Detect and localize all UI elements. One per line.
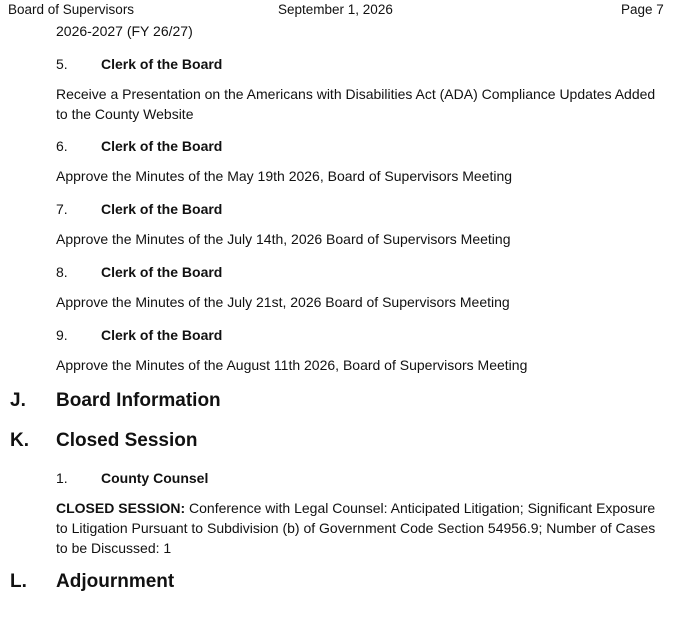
header-date: September 1, 2026 <box>278 2 393 17</box>
item-number: 5. <box>56 56 68 72</box>
item-description: Approve the Minutes of the August 11th 2026, Board of Supervisors Meeting <box>56 357 528 373</box>
item-title: Clerk of the Board <box>101 264 223 280</box>
item-title: Clerk of the Board <box>101 138 223 154</box>
item-number: 7. <box>56 201 68 217</box>
item-title: Clerk of the Board <box>101 327 223 343</box>
item-title: Clerk of the Board <box>101 201 223 217</box>
item-title: County Counsel <box>101 470 209 486</box>
section-letter: J. <box>10 390 26 411</box>
header-page-number: Page 7 <box>621 2 664 17</box>
closed-session-description <box>56 498 666 558</box>
item-number: 9. <box>56 327 68 343</box>
item-number: 6. <box>56 138 68 154</box>
section-letter: K. <box>10 430 29 451</box>
closed-session-text: Conference with Legal Counsel: Anticipated Litigation; Significant Exposure to Litigation Pursuant to Subdivision (b) of Government Code Section 54956.9; Number of Cases to be Discussed: 1 <box>56 500 656 556</box>
section-title-adjournment: Adjournment <box>56 571 175 592</box>
item-description: Approve the Minutes of the July 14th, 2026 Board of Supervisors Meeting <box>56 231 511 247</box>
closed-session-label: CLOSED SESSION: <box>56 500 186 516</box>
item-title: Clerk of the Board <box>101 56 223 72</box>
item-description: Receive a Presentation on the Americans with Disabilities Act (ADA) Compliance Updates Added to the County Website <box>56 86 656 122</box>
continuation-text: 2026-2027 (FY 26/27) <box>56 23 193 39</box>
item-description: Approve the Minutes of the July 21st, 2026 Board of Supervisors Meeting <box>56 294 510 310</box>
item-number: 8. <box>56 264 68 280</box>
item-description: Approve the Minutes of the May 19th 2026, Board of Supervisors Meeting <box>56 168 513 184</box>
section-title-closed-session: Closed Session <box>56 430 198 451</box>
header-left: Board of Supervisors <box>8 2 135 17</box>
section-title-board-information: Board Information <box>56 390 221 411</box>
section-letter: L. <box>10 571 27 592</box>
item-number: 1. <box>56 470 68 486</box>
